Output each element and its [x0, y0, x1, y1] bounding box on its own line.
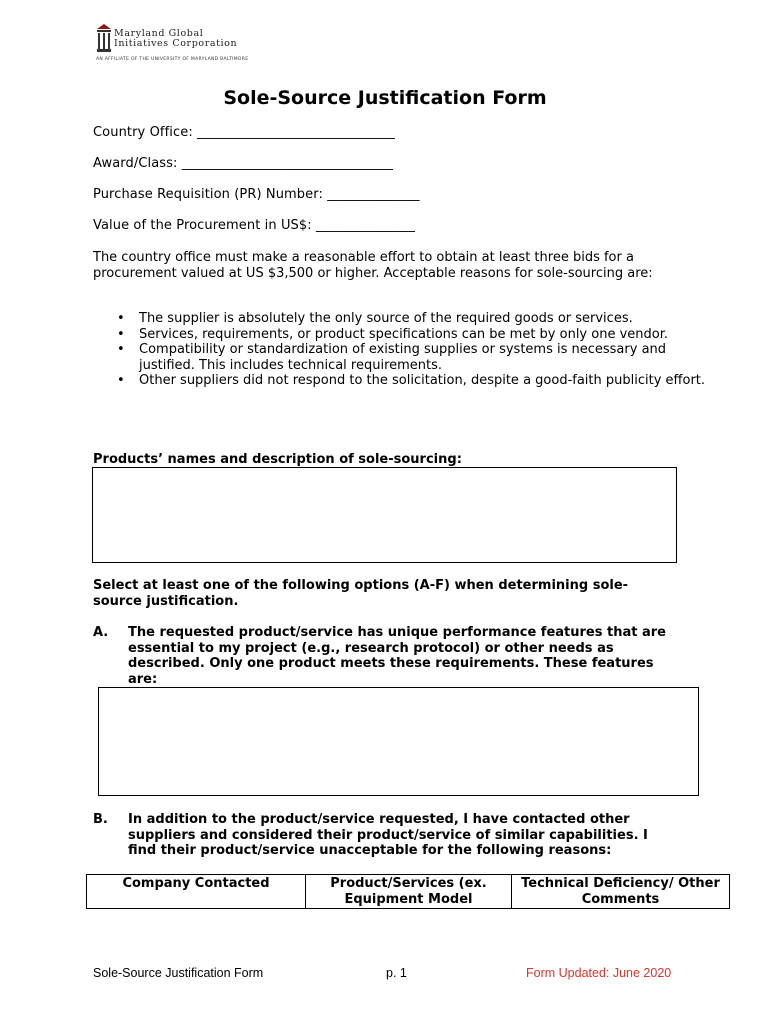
select-options-heading: Select at least one of the following options (A-F) when determining sole-source justification.	[93, 578, 629, 609]
award-class-field[interactable]: Award/Class: ________________________________	[93, 156, 393, 171]
option-b-letter: B.	[93, 812, 108, 827]
column-header-product: Product/Services (ex. Equipment Model	[306, 875, 512, 909]
list-item: • Compatibility or standardization of existing supplies or systems is necessary and justified. This includes technical requirements.	[139, 342, 724, 373]
building-columns-icon	[96, 22, 112, 54]
products-description-box[interactable]	[92, 467, 677, 563]
option-a-text: The requested product/service has unique performance features that are essential to my project (e.g., research protocol) or other needs as described. Only one product meets these requirements. These features are:	[128, 625, 666, 687]
intro-paragraph: The country office must make a reasonable effort to obtain at least three bids for a procurement valued at US $3,500 or higher. Acceptable reasons for sole-sourcing are:	[93, 250, 653, 281]
organization-logo	[96, 22, 256, 66]
list-item: • The supplier is absolutely the only source of the required goods or services.	[139, 311, 724, 327]
table-header-row	[87, 875, 730, 909]
column-header-deficiency: Technical Deficiency/ Other Comments	[512, 875, 730, 909]
products-heading: Products’ names and description of sole-sourcing:	[93, 452, 462, 467]
pr-number-field[interactable]: Purchase Requisition (PR) Number: ______________	[93, 187, 420, 202]
footer-updated-date: Form Updated: June 2020	[526, 966, 672, 980]
footer-page-number: p. 1	[386, 966, 407, 980]
procurement-value-field[interactable]: Value of the Procurement in US$: _______________	[93, 218, 415, 233]
logo-name-line1: Maryland Global	[114, 28, 204, 39]
logo-tagline: AN AFFILIATE OF THE UNIVERSITY OF MARYLAND BALTIMORE	[96, 57, 249, 62]
list-item: • Other suppliers did not respond to the solicitation, despite a good-faith publicity effort.	[139, 373, 724, 389]
logo-name	[114, 29, 237, 49]
list-item: • Services, requirements, or product specifications can be met by only one vendor.	[139, 327, 724, 343]
option-a-letter: A.	[93, 625, 109, 640]
suppliers-table	[86, 874, 730, 909]
logo-name-line2: Initiatives Corporation	[114, 38, 238, 49]
reasons-list	[93, 311, 724, 389]
column-header-company: Company Contacted	[87, 875, 306, 909]
option-a-features-box[interactable]	[98, 687, 699, 796]
footer-form-name: Sole-Source Justification Form	[93, 966, 264, 980]
option-b-text: In addition to the product/service requested, I have contacted other suppliers and considered their product/service of similar capabilities. I find their product/service unacceptable for the following reasons:	[128, 812, 648, 858]
country-office-field[interactable]: Country Office: ______________________________	[93, 125, 396, 140]
page-title: Sole-Source Justification Form	[223, 87, 547, 109]
